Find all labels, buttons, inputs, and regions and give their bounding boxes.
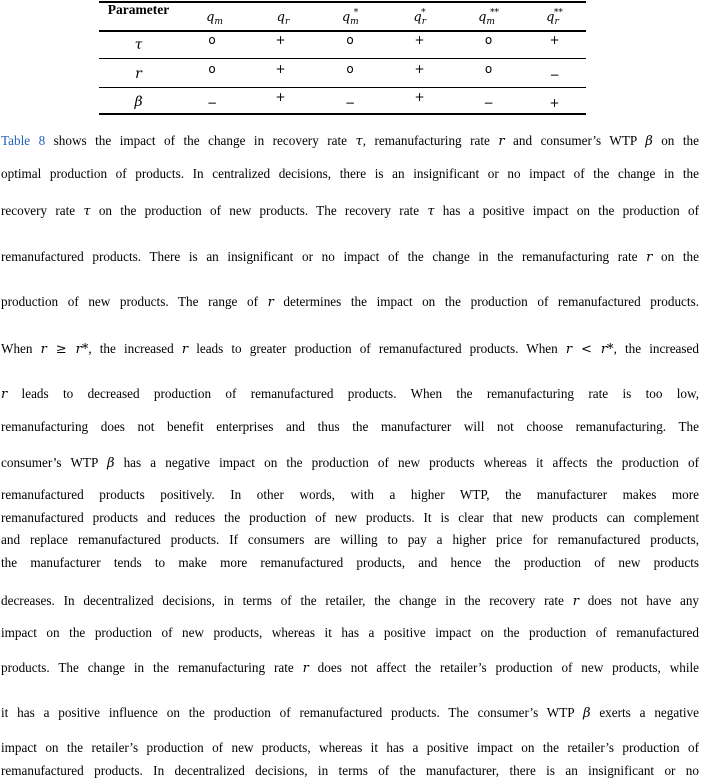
row-param: β — [134, 94, 143, 110]
table-cell: − — [549, 68, 560, 82]
header-qm-star: $q_m^*$ — [341, 8, 359, 27]
text-line: When r ≥ r*, the increased r leads to greater production of remanufactured products. When r < r*, the increased — [1, 341, 699, 357]
table-cell: + — [549, 96, 560, 110]
text-line: impact on the production of new products, whereas it has a positive impact on the production of remanufactured — [1, 625, 699, 640]
table-reference-link[interactable]: Table 8 — [1, 133, 46, 148]
text-line: optimal production of products. In centralized decisions, there is an insignificant or no impact of the change in the — [1, 166, 699, 181]
text-line: consumer’s WTP β has a negative impact on the production of new products whereas it affects the production of — [1, 455, 700, 471]
table-cell: o — [346, 33, 354, 47]
text-line: production of new products. The range of r determines the impact on the production of remanufactured products. — [1, 294, 699, 310]
row-param: τ — [134, 37, 143, 53]
table-cell: o — [208, 62, 216, 76]
header-parameter: Parameter — [107, 2, 170, 17]
text-line: remanufactured products. There is an insignificant or no impact of the change in the remanufacturing rate r on the — [1, 249, 699, 265]
table-cell: o — [346, 62, 354, 76]
text-line: the manufacturer tends to make more remanufactured products, and hence the production of new products — [1, 555, 699, 570]
text-line: decreases. In decentralized decisions, in terms of the retailer, the change in the recovery rate r does not have any — [1, 593, 700, 609]
header-qm-double-star: $q_m^{**}$ — [478, 8, 499, 27]
table-cell: + — [275, 62, 286, 76]
header-qr: $q_r$ — [276, 10, 290, 27]
text-line: remanufacturing does not benefit enterprises and thus the manufacturer will not choose remanufacturing. The — [1, 419, 699, 434]
table-cell: o — [484, 33, 493, 47]
text-line: impact on the retailer’s production of new products, whereas it has a positive impact on the retailer’s production of — [1, 740, 699, 755]
table-cell: + — [414, 33, 425, 47]
header-qm: $q_m$ — [206, 10, 223, 27]
text-line: recovery rate τ on the production of new products. The recovery rate τ has a positive impact on the production of — [1, 203, 700, 219]
text-line: remanufactured products. In decentralized decisions, in terms of the manufacturer, there is an insignificant or no — [1, 763, 699, 778]
table-cell: − — [344, 96, 356, 110]
text-line: remanufactured products and reduces the production of new products. It is clear that new products can complement — [1, 510, 699, 525]
text-line: Table 8 shows the impact of the change in recovery rate τ, remanufacturing rate r and consumer’s WTP β on the — [1, 133, 699, 149]
table-cell: o — [484, 62, 493, 76]
text-line: remanufactured products positively. In other words, with a higher WTP, the manufacturer makes more — [1, 487, 699, 502]
table-cell: − — [206, 96, 218, 110]
table-cell: + — [275, 90, 286, 104]
text-line: products. The change in the remanufacturing rate r does not affect the retailer’s production of new products, while — [1, 660, 700, 676]
table-cell: o — [208, 33, 216, 47]
table-cell: + — [414, 62, 425, 76]
header-qr-star: $q_r^*$ — [413, 8, 427, 27]
text-line: it has a positive influence on the production of remanufactured products. The consumer’s WTP β exerts a negative — [1, 705, 699, 721]
table-cell: + — [275, 33, 286, 47]
table-cell: − — [483, 96, 494, 110]
header-qr-double-star: $q_r^{**}$ — [546, 8, 563, 27]
text-line: and replace remanufactured products. If consumers are willing to pay a higher price for remanufactured products, — [1, 532, 699, 547]
row-param: r — [135, 66, 142, 82]
text-line: r leads to decreased production of remanufactured products. When the remanufacturing rate is too low, — [1, 386, 699, 402]
table-cell: + — [549, 33, 560, 47]
table-cell: + — [414, 90, 425, 104]
